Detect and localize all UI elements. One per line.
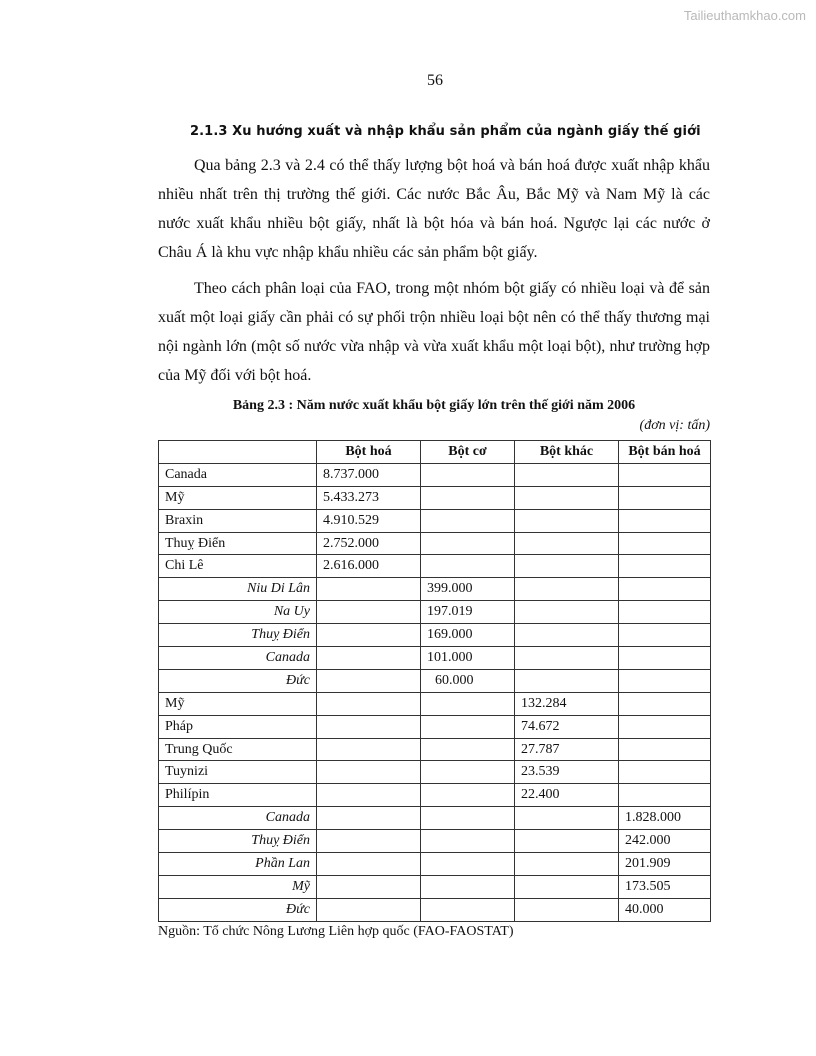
value-cell: 169.000 (421, 624, 515, 647)
table-row (159, 715, 711, 738)
value-cell (317, 807, 421, 830)
value-cell (317, 875, 421, 898)
country-cell: Braxin (159, 509, 317, 532)
value-cell: 5.433.273 (317, 486, 421, 509)
value-cell (619, 463, 711, 486)
value-cell: 74.672 (515, 715, 619, 738)
section-heading: 2.1.3 Xu hướng xuất và nhập khẩu sản phẩm của ngành giấy thế giới (190, 124, 701, 139)
value-cell (317, 738, 421, 761)
value-cell (515, 647, 619, 670)
value-cell: 27.787 (515, 738, 619, 761)
value-cell (421, 830, 515, 853)
value-cell (515, 463, 619, 486)
value-cell (317, 715, 421, 738)
table-row (159, 692, 711, 715)
table-row (159, 624, 711, 647)
value-cell: 2.752.000 (317, 532, 421, 555)
table-row (159, 807, 711, 830)
country-cell: Pháp (159, 715, 317, 738)
source-note: Nguồn: Tổ chức Nông Lương Liên hợp quốc (FAO-FAOSTAT) (158, 924, 514, 939)
value-cell (317, 784, 421, 807)
value-cell (421, 486, 515, 509)
value-cell (515, 830, 619, 853)
value-cell: 242.000 (619, 830, 711, 853)
value-cell (421, 761, 515, 784)
value-cell: 173.505 (619, 875, 711, 898)
table-row (159, 509, 711, 532)
value-cell (421, 463, 515, 486)
value-cell (515, 555, 619, 578)
value-cell (421, 784, 515, 807)
country-cell: Canada (159, 807, 317, 830)
country-cell: Niu Di Lân (159, 578, 317, 601)
header-country (159, 441, 317, 464)
value-cell: 4.910.529 (317, 509, 421, 532)
header-bot-khac: Bột khác (515, 441, 619, 464)
country-cell: Na Uy (159, 601, 317, 624)
table-row (159, 647, 711, 670)
table-row (159, 738, 711, 761)
country-cell: Thuỵ Điển (159, 532, 317, 555)
value-cell (619, 669, 711, 692)
pulp-export-table (158, 440, 711, 922)
paragraph: Qua bảng 2.3 và 2.4 có thể thấy lượng bột hoá và bán hoá được xuất nhập khẩu nhiều nhất trên thị trường thế giới. Các nước Bắc Âu, Bắc Mỹ và Nam Mỹ là các nước xuất khẩu nhiều bột giấy, nhất là bột hóa và bán hoá. Ngược lại các nước ở Châu Á là khu vực nhập khẩu nhiều các sản phẩm bột giấy. (158, 157, 710, 261)
value-cell (619, 555, 711, 578)
value-cell (619, 509, 711, 532)
value-cell (421, 532, 515, 555)
value-cell: 1.828.000 (619, 807, 711, 830)
value-cell (317, 898, 421, 921)
country-cell: Phần Lan (159, 853, 317, 876)
value-cell (515, 486, 619, 509)
value-cell (515, 853, 619, 876)
value-cell (619, 738, 711, 761)
table-row (159, 601, 711, 624)
table-row (159, 830, 711, 853)
country-cell: Mỹ (159, 486, 317, 509)
value-cell (515, 807, 619, 830)
value-cell (619, 578, 711, 601)
value-cell (421, 853, 515, 876)
value-cell (317, 669, 421, 692)
value-cell (317, 692, 421, 715)
value-cell (515, 601, 619, 624)
value-cell (421, 738, 515, 761)
value-cell (619, 601, 711, 624)
country-cell: Mỹ (159, 875, 317, 898)
value-cell (421, 555, 515, 578)
country-cell: Đức (159, 898, 317, 921)
value-cell: 60.000 (421, 669, 515, 692)
value-cell: 40.000 (619, 898, 711, 921)
table-row (159, 875, 711, 898)
value-cell (619, 532, 711, 555)
value-cell (421, 807, 515, 830)
value-cell (515, 875, 619, 898)
header-bot-co: Bột cơ (421, 441, 515, 464)
table-row (159, 578, 711, 601)
value-cell (515, 624, 619, 647)
value-cell: 399.000 (421, 578, 515, 601)
value-cell (515, 509, 619, 532)
header-bot-hoa: Bột hoá (317, 441, 421, 464)
value-cell: 197.019 (421, 601, 515, 624)
table-row (159, 761, 711, 784)
value-cell (515, 669, 619, 692)
page-number: 56 (427, 72, 443, 89)
table-row (159, 898, 711, 921)
table-row (159, 853, 711, 876)
value-cell (317, 647, 421, 670)
value-cell (421, 875, 515, 898)
value-cell (421, 715, 515, 738)
value-cell (317, 830, 421, 853)
country-cell: Mỹ (159, 692, 317, 715)
value-cell (515, 532, 619, 555)
value-cell (317, 761, 421, 784)
value-cell: 101.000 (421, 647, 515, 670)
value-cell (619, 624, 711, 647)
value-cell: 23.539 (515, 761, 619, 784)
table-caption: Bảng 2.3 : Năm nước xuất khẩu bột giấy lớn trên thế giới năm 2006 (232, 398, 636, 413)
value-cell (421, 509, 515, 532)
value-cell (619, 647, 711, 670)
country-cell: Philípin (159, 784, 317, 807)
value-cell (317, 853, 421, 876)
table-row (159, 669, 711, 692)
country-cell: Đức (159, 669, 317, 692)
value-cell (619, 761, 711, 784)
value-cell (619, 784, 711, 807)
watermark: Tailieuthamkhao.com (683, 8, 806, 23)
table-header-row (159, 441, 711, 464)
value-cell (619, 715, 711, 738)
table-row (159, 555, 711, 578)
value-cell (317, 624, 421, 647)
header-bot-ban-hoa: Bột bán hoá (619, 441, 711, 464)
country-cell: Tuynizi (159, 761, 317, 784)
table-row (159, 784, 711, 807)
country-cell: Canada (159, 463, 317, 486)
value-cell: 2.616.000 (317, 555, 421, 578)
country-cell: Trung Quốc (159, 738, 317, 761)
table-row (159, 486, 711, 509)
value-cell (515, 578, 619, 601)
value-cell (317, 601, 421, 624)
table-row (159, 532, 711, 555)
value-cell (421, 692, 515, 715)
value-cell: 201.909 (619, 853, 711, 876)
country-cell: Canada (159, 647, 317, 670)
value-cell: 22.400 (515, 784, 619, 807)
value-cell: 8.737.000 (317, 463, 421, 486)
country-cell: Thuỵ Điển (159, 830, 317, 853)
value-cell (515, 898, 619, 921)
table-row (159, 463, 711, 486)
paragraph: Theo cách phân loại của FAO, trong một nhóm bột giấy có nhiều loại và để sản xuất một loại giấy cần phải có sự phối trộn nhiều loại bột nên có thể thấy thương mại nội ngành lớn (một số nước vừa nhập và vừa xuất khẩu một loại bột), như trường hợp của Mỹ đối với bột hoá. (158, 280, 710, 384)
table-body (159, 463, 711, 921)
value-cell (619, 486, 711, 509)
value-cell (619, 692, 711, 715)
unit-note: (đơn vị: tấn) (639, 418, 710, 433)
country-cell: Thuỵ Điển (159, 624, 317, 647)
value-cell (421, 898, 515, 921)
value-cell: 132.284 (515, 692, 619, 715)
value-cell (317, 578, 421, 601)
country-cell: Chi Lê (159, 555, 317, 578)
